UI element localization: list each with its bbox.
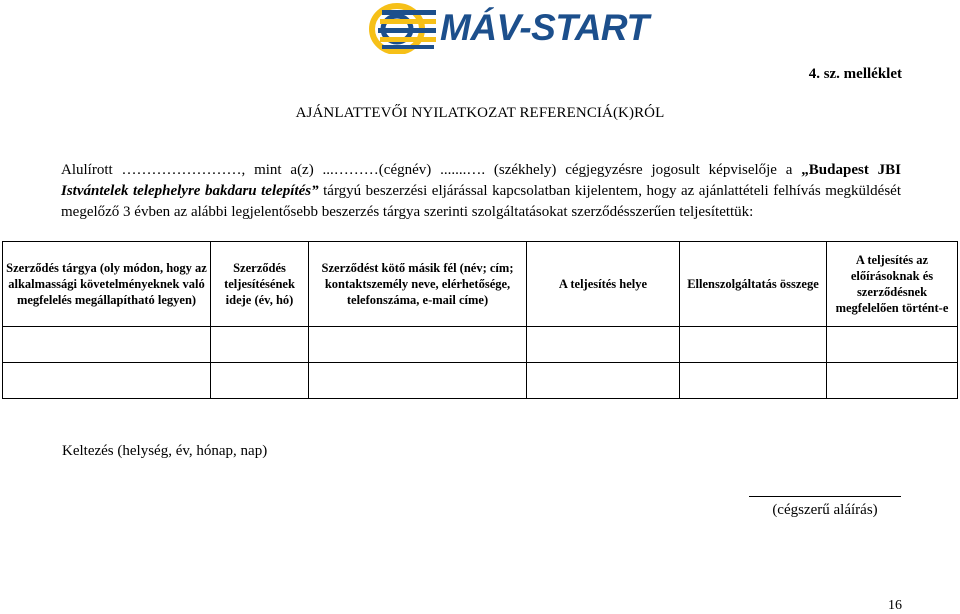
table-cell[interactable] (680, 327, 827, 363)
table-cell[interactable] (527, 327, 680, 363)
intro-bold-subject: „Budapest JBI (801, 162, 901, 178)
intro-paragraph (61, 160, 901, 223)
mav-start-logo (368, 2, 649, 54)
logo-emblem-icon (368, 2, 438, 54)
page-number: 16 (888, 598, 902, 613)
signature-label: (cégszerű aláírás) (772, 502, 878, 518)
table-cell[interactable] (3, 363, 211, 399)
table-row (3, 363, 958, 399)
table-cell[interactable] (211, 327, 309, 363)
logo-wordmark: MÁV-START (440, 7, 649, 48)
intro-text-end: tárgyú beszerzési eljárással kapcsolatban kijelentem, hogy az ajánlattételi felhívás megküldését megelőző 3 évben az alábbi legjelentősebb beszerzés tárgya szerinti szolgáltatásokat szerződésszerűen teljesítettük: (61, 183, 902, 220)
header-counterparty: Szerződést kötő másik fél (név; cím; kontaktszemély neve, elérhetősége, telefonszáma, e-mail címe) (309, 242, 527, 327)
table-row (3, 327, 958, 363)
table-cell[interactable] (309, 327, 527, 363)
document-title: AJÁNLATTEVŐI NYILATKOZAT REFERENCIÁ(K)RÓL (295, 105, 665, 121)
header-place-of-performance: A teljesítés helye (527, 242, 680, 327)
header-consideration-amount: Ellenszolgáltatás összege (680, 242, 827, 327)
table-cell[interactable] (527, 363, 680, 399)
signature-line (749, 496, 901, 497)
header-completion-date: Szerződés teljesítésének ideje (év, hó) (211, 242, 309, 327)
reference-table (2, 241, 958, 399)
intro-text-start: Alulírott ……………………, mint a(z) ...………(cégnév) .......…. (székhely) cégjegyzésre jogosult képviselője a (61, 162, 802, 178)
annex-label: 4. sz. melléklet (808, 66, 902, 82)
table-header-row (3, 242, 958, 327)
table-cell[interactable] (680, 363, 827, 399)
table-cell[interactable] (3, 327, 211, 363)
intro-bold-italic-subject: Istvántelek telephelyre bakdaru telepítés” (61, 183, 319, 199)
date-place-label: Keltezés (helység, év, hónap, nap) (62, 443, 268, 459)
table-cell[interactable] (211, 363, 309, 399)
header-compliance: A teljesítés az előírásoknak és szerződésnek megfelelően történt-e (827, 242, 958, 327)
header-contract-subject: Szerződés tárgya (oly módon, hogy az alkalmassági követelményeknek való megfelelés megállapítható legyen) (3, 242, 211, 327)
table-cell[interactable] (827, 327, 958, 363)
table-cell[interactable] (827, 363, 958, 399)
table-cell[interactable] (309, 363, 527, 399)
